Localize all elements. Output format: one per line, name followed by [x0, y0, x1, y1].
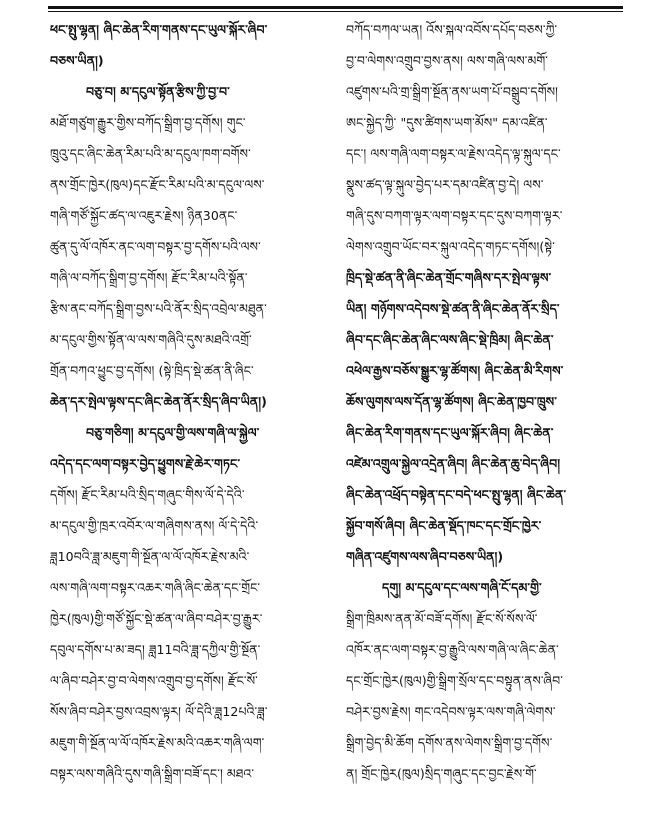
text-line: བཅས་ཡིན།)	[50, 53, 104, 68]
text-line: ལས་གཞི་ལག་བསྟར་འཆར་གཞི་ཞིང་ཆེན་དང་གྲོང་	[50, 580, 261, 595]
text-line: ཁྱེར(ཁུལ)གྱི་གཙོ་སྐྱོང་སྡེ་ཚན་ལ་ཞིབ་བཤེར་བྱ་རྒྱུར་	[50, 611, 263, 626]
text-line: མཐོ་གཙུག་རྒྱུར་གྱིས་བཀོད་སྒྲིག་བྱ་དགོས། གུང་	[50, 115, 246, 130]
text-line: བཤེར་བྱས་རྗེས། གང་འདེབས་ལྟར་ལས་གཞི་ལེགས་	[346, 704, 556, 719]
text-line: འཛེམ་འགྲུལ་སྐྱེལ་འདྲེན་ཞིབ། ཞིང་ཆེན་ཆུ་བེད་ཞིབ།	[346, 456, 561, 471]
text-line: གཞི་ལ་བཀོད་སྒྲིག་བྱ་དགོས། རྫོང་རིམ་པའི་སྟོན་	[50, 270, 248, 285]
text-line: ཡིན། གཉོགས་འདེབས་སྡེ་ཚན་ནི་ཞིང་ཆེན་ནོར་སྲིད་	[346, 301, 560, 316]
text-line: སྣུས་ཚད་ལྟ་སྐུལ་བྱེད་པར་དམ་འཛིན་བྱ་དེ། ལས་	[346, 177, 544, 192]
text-line: བཀོད་བཀལ་ཡན། འོས་སྐལ་འབོས་དཔོད་བཅས་ཀྱི་	[346, 22, 558, 37]
text-line: ལེགས་འགྲུབ་ཡོང་བར་སྐུལ་འདེད་གཏང་དགོས།(སྟེ་	[346, 239, 555, 254]
right-column	[346, 14, 620, 789]
text-line: འཕེལ་རྒྱས་བཅོས་སྒྱུར་ལྷ་ཚོགས། ཞིང་ཆེན་མི་རིགས་	[346, 363, 564, 378]
text-line: ཟླ10བའི་ཟླ་མཇུག་གི་སྔོན་ལ་ལོ་འཁོར་རྗེས་མའི་	[50, 549, 250, 564]
text-line: ན། གྲོང་ཁྱེར(ཁུལ)སྲིད་གཞུང་དང་བྱང་རྗེས་གོ་	[346, 766, 537, 781]
text-line: སྒྲིག་བྱེད་མི་ཆོག དགོས་ནས་ལེགས་སྒྲིག་བྱ་དགོས་	[346, 735, 553, 750]
text-line: ཁྲིད་སྡེ་ཚན་ནི་ཞིང་ཆེན་གྲོང་གཞིས་དར་སྤེལ་ལྟས་	[346, 270, 552, 285]
text-line: འདེད་དང་ལག་བསྟར་བྱེད་ཕྱུགས་རྗེ་ཆེར་གཏང་	[50, 456, 241, 471]
text-line: གཞི་གཙོ་སྐྱོང་ཚད་ལ་འཇུར་རྗེས། ཉིན30ནང་	[50, 208, 238, 223]
text-line: རྩིས་ནང་བཀོད་སྒྲིག་བྱས་པའི་ནོར་སྲིད་འབྲེལ་མཐུན་	[50, 301, 267, 316]
text-line: མ་དངུལ་གྱིས་སྟོན་ལ་ལས་གཞིའི་དུས་མཐའི་འགྲོ་	[50, 332, 252, 347]
text-line: གཞི་དུས་བཀག་ལྟར་ལག་བསྟར་དང་དུས་བཀག་ལྟར་	[346, 208, 563, 223]
text-line: དང་། ལས་གཞི་ལག་བསྟར་ལ་རྗེས་འདེད་ལྟ་སྐུལ་དང་	[346, 146, 561, 161]
text-line: དགོས། རྫོང་རིམ་པའི་སྲིད་གཞུང་གིས་ལོ་དེ་དེའི་	[50, 487, 245, 502]
top-rule	[48, 6, 623, 9]
text-line: ཁྲུའུ་དང་ཞིང་ཆེན་རིམ་པའི་མ་དངུལ་ཁག་བགོས་	[50, 146, 251, 161]
text-line: སྒྲིག་ཁྲིམས་ནན་མོ་བཟོ་དགོས། རྫོང་སོ་སོས་ལོ་	[346, 611, 538, 626]
text-line: ཞིང་ཆེན་རིག་གནས་དང་ཡུལ་སྐོར་ཞིབ། ཞིང་ཆེན་	[346, 425, 554, 440]
text-line: ཞིང་ཆེན་འཕྲོད་བསྟེན་དང་བདེ་ཕང་སྤུ་ལྷན། ཞིང་ཆེན་	[346, 487, 567, 502]
text-line: བྱ་བ་ལེགས་འགྲུབ་བྱས་ནས། ལས་གཞི་ལས་མགོ་	[346, 53, 548, 68]
text-line: འཛུགས་པའི་གྲ་སྒྲིག་སྔོན་ནས་ཡག་པོ་བསྒྲུབ་དགོས།	[346, 84, 559, 99]
text-line: ཨང་སྐྱེད་ཀྱི་ "དུས་ཚིགས་ཡག་མོས" དམ་འཛིན་	[346, 115, 548, 130]
text-line: ལ་ཞིབ་བཤེར་བྱ་བ་ལེགས་འགྲུབ་བྱ་དགོས། རྫོང་སོ་	[50, 673, 258, 688]
text-line: མཇུག་གི་སྔོན་ལ་ལོ་འཁོར་རྗེས་མའི་འཆར་གཞི་ལག་	[50, 735, 265, 750]
top-rule-thin	[48, 11, 623, 12]
text-line: སོས་ཞིབ་བཤེར་བྱས་འབྲས་ལྟར། ལོ་དེའི་ཟླ12པའི་ཟླ་	[50, 704, 268, 719]
text-line: ཆོས་ལུགས་ལས་དོན་ལྷ་ཚོགས། ཞིང་ཆེན་ཁྱབ་ཁྲུས་	[346, 394, 557, 409]
text-line: དང་གྲོང་ཁྱེར(ཁུལ)གྱི་སྒྲིག་སྲོལ་དང་བསྟུན་ནས་ཞིབ་	[346, 673, 563, 688]
text-line: ཆེན་དར་སྤེལ་ལྟས་དང་ཞིང་ཆེན་ནོར་སྲིད་ཞིབ་ཡིན།)	[50, 394, 267, 409]
text-line: བཅུ་བ། མ་དངུལ་སྟོན་རྩིས་ཀྱི་བྱ་བ་	[86, 84, 230, 99]
text-line: ཞིབ་དང་ཞིང་ཆེན་ཞིང་ལས་ཞིང་སྡེ་ཁྲིམ། ཞིང་ཆེན་	[346, 332, 554, 347]
text-line: དགུ། མ་དངུལ་དང་ལས་གཞི་ངོ་དམ་གྱི་	[382, 580, 542, 595]
text-line: ནས་གྲོང་ཁྱེར(ཁུལ)དང་རྫོང་རིམ་པའི་མ་དངུལ་ལས་	[50, 177, 265, 192]
text-line: མ་དངུལ་གྱི་ཁྲར་འབོར་ལ་གཞིགས་ནས། ལོ་དེ་དེའི་	[50, 518, 259, 533]
text-line: སྐྱོབ་གསོ་ཞིབ། ཞིང་ཆེན་སྡོད་ཁང་དང་གྲོང་ཁྱེར་	[346, 518, 542, 533]
text-line: བསྟར་ལས་གཞིའི་དུས་གཞི་སྒྲིག་བཟོ་དང་། མཐའ་	[50, 766, 255, 781]
text-line: བཅུ་གཅིག། མ་དངུལ་གྱི་ལས་གཞི་ལ་སྐྱེལ་	[86, 425, 260, 440]
text-line: ཕང་སྤུ་ལྷན། ཞིང་ཆེན་རིག་གནས་དང་ཡུལ་སྐོར་ཞིབ་	[50, 22, 268, 37]
text-line: དབུལ་དགོས་པ་མ་ཟད། ཟླ11བའི་ཟླ་དཀྱིལ་གྱི་སྔོན་	[50, 642, 261, 657]
text-line: གྲོན་བཀའ་ཕྱུང་བྱ་དགོས། (སྟེ་ཁྲིད་སྡེ་ཚན་ནི་ཞིང་	[50, 363, 254, 378]
text-line: འཁོར་ནང་ལག་བསྟར་བྱ་རྒྱུའི་ལས་གཞི་ལ་ཞིང་ཆེན་	[346, 642, 559, 657]
text-line: ཚུན་དུ་ལོ་འཁོར་ནང་ལག་བསྟར་བྱ་དགོས་པའི་ལས་	[50, 239, 261, 254]
left-column	[50, 14, 324, 789]
text-line: གཞིན་འཛུགས་ལས་ཞིབ་བཅས་ཡིན།)	[346, 549, 504, 564]
